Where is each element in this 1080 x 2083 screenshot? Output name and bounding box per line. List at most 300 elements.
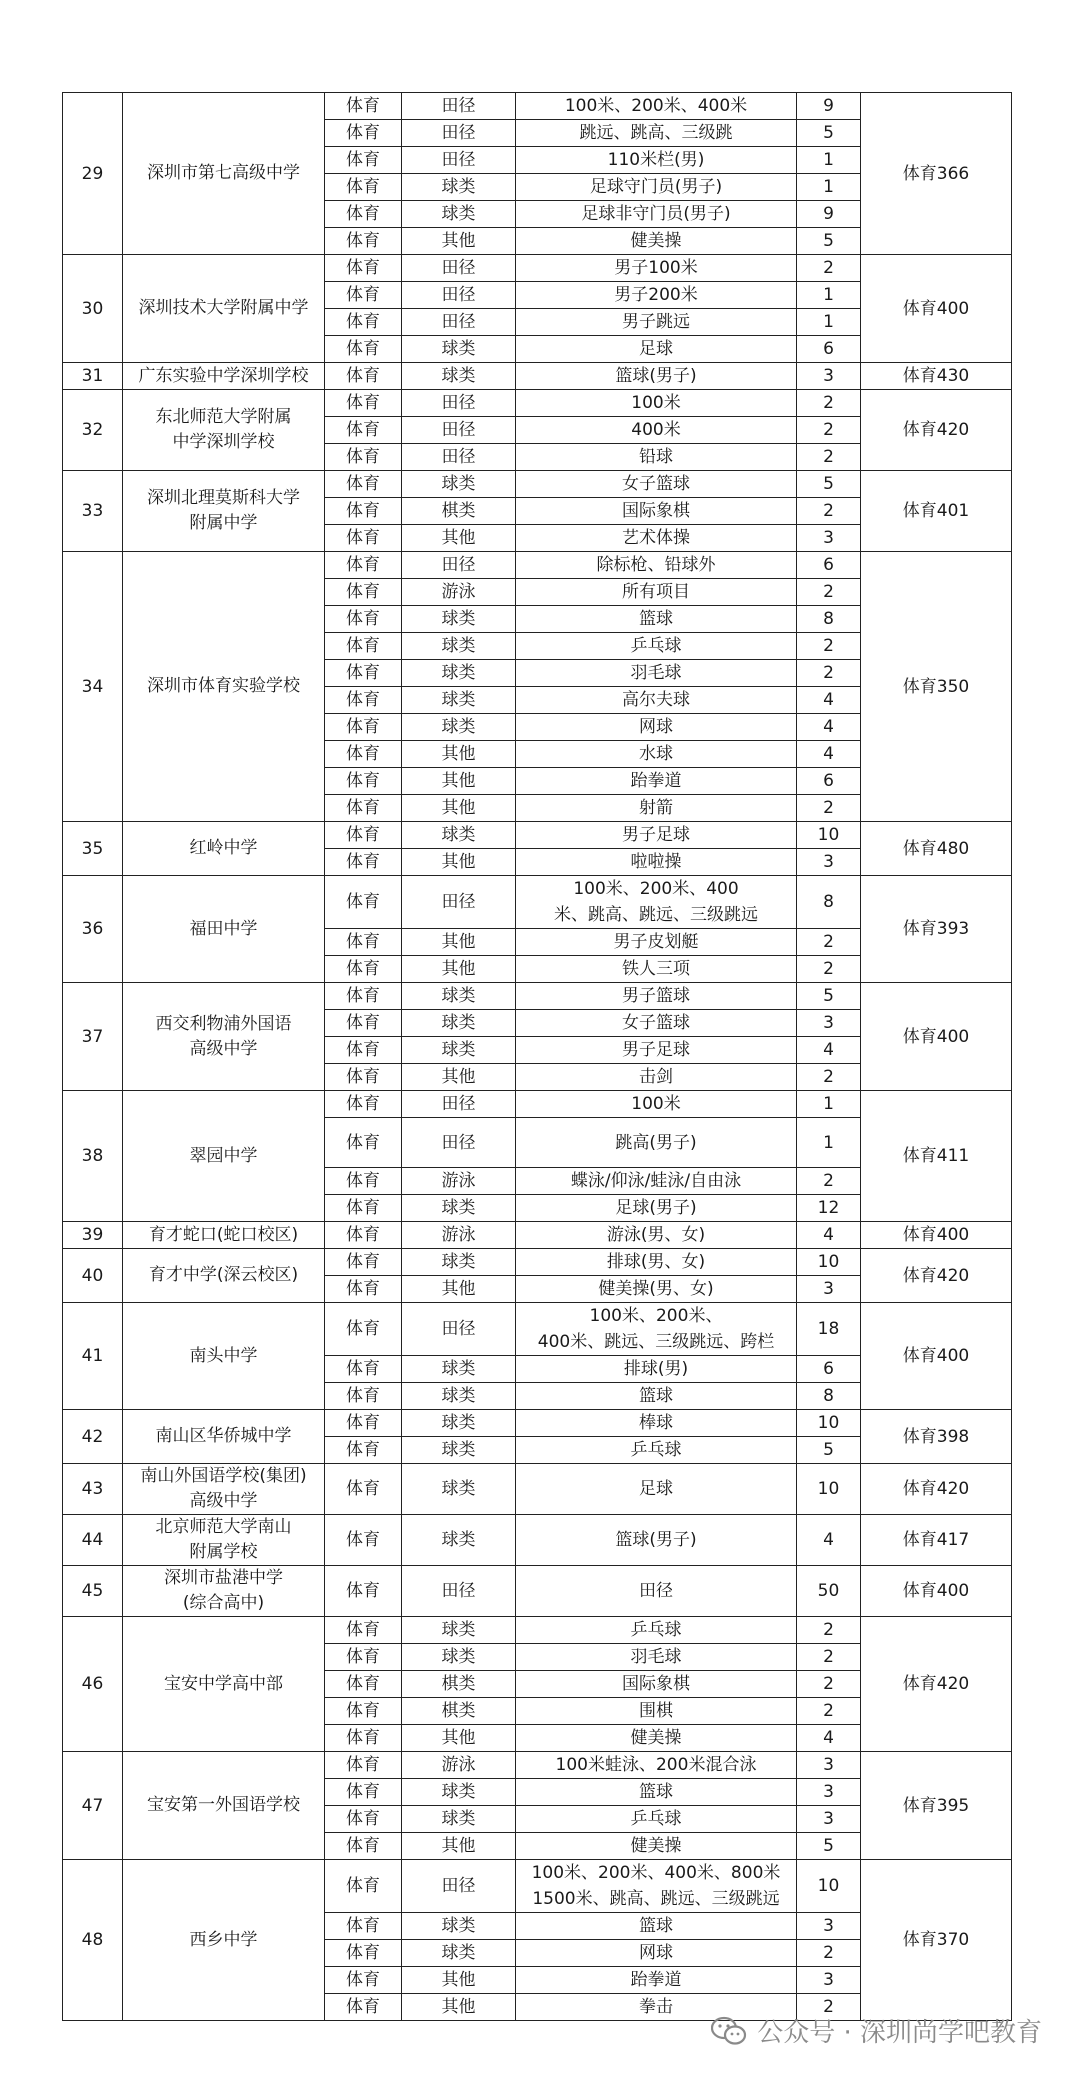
school-number: 34 xyxy=(63,552,123,822)
category-cell: 体育 xyxy=(325,1940,402,1967)
items-cell: 男子100米 xyxy=(516,255,797,282)
items-cell: 400米 xyxy=(516,417,797,444)
type-cell: 其他 xyxy=(402,795,516,822)
category-cell: 体育 xyxy=(325,1779,402,1806)
score-cell: 体育401 xyxy=(861,471,1012,552)
category-cell: 体育 xyxy=(325,1994,402,2021)
items-cell: 击剑 xyxy=(516,1064,797,1091)
count-cell: 8 xyxy=(797,1383,861,1410)
count-cell: 1 xyxy=(797,309,861,336)
score-cell: 体育370 xyxy=(861,1860,1012,2021)
type-cell: 球类 xyxy=(402,687,516,714)
category-cell: 体育 xyxy=(325,795,402,822)
count-cell: 3 xyxy=(797,1779,861,1806)
category-cell: 体育 xyxy=(325,1410,402,1437)
table-row xyxy=(63,822,1012,849)
type-cell: 游泳 xyxy=(402,1168,516,1195)
school-name: 西交利物浦外国语 高级中学 xyxy=(123,983,325,1091)
type-cell: 其他 xyxy=(402,1725,516,1752)
category-cell: 体育 xyxy=(325,687,402,714)
school-number: 32 xyxy=(63,390,123,471)
category-cell: 体育 xyxy=(325,822,402,849)
items-cell: 男子200米 xyxy=(516,282,797,309)
items-cell: 国际象棋 xyxy=(516,498,797,525)
items-cell: 男子跳远 xyxy=(516,309,797,336)
category-cell: 体育 xyxy=(325,471,402,498)
category-cell: 体育 xyxy=(325,120,402,147)
count-cell: 2 xyxy=(797,255,861,282)
category-cell: 体育 xyxy=(325,147,402,174)
type-cell: 球类 xyxy=(402,1437,516,1464)
count-cell: 9 xyxy=(797,201,861,228)
type-cell: 田径 xyxy=(402,309,516,336)
items-cell: 足球 xyxy=(516,1464,797,1515)
items-cell: 艺术体操 xyxy=(516,525,797,552)
items-cell: 高尔夫球 xyxy=(516,687,797,714)
count-cell: 10 xyxy=(797,1464,861,1515)
items-cell: 男子皮划艇 xyxy=(516,929,797,956)
items-cell: 篮球(男子) xyxy=(516,363,797,390)
school-number: 39 xyxy=(63,1222,123,1249)
count-cell: 1 xyxy=(797,147,861,174)
type-cell: 球类 xyxy=(402,1356,516,1383)
items-cell: 棒球 xyxy=(516,1410,797,1437)
count-cell: 4 xyxy=(797,1037,861,1064)
type-cell: 田径 xyxy=(402,93,516,120)
count-cell: 5 xyxy=(797,228,861,255)
items-cell: 游泳(男、女) xyxy=(516,1222,797,1249)
items-cell: 网球 xyxy=(516,714,797,741)
count-cell: 4 xyxy=(797,687,861,714)
category-cell: 体育 xyxy=(325,633,402,660)
items-cell: 围棋 xyxy=(516,1698,797,1725)
school-number: 37 xyxy=(63,983,123,1091)
items-cell: 蝶泳/仰泳/蛙泳/自由泳 xyxy=(516,1168,797,1195)
items-cell: 啦啦操 xyxy=(516,849,797,876)
count-cell: 3 xyxy=(797,1010,861,1037)
type-cell: 球类 xyxy=(402,363,516,390)
wechat-icon xyxy=(711,2016,747,2046)
category-cell: 体育 xyxy=(325,552,402,579)
items-cell: 100米、200米、400 米、跳高、跳远、三级跳远 xyxy=(516,876,797,929)
school-number: 47 xyxy=(63,1752,123,1860)
score-cell: 体育350 xyxy=(861,552,1012,822)
school-number: 42 xyxy=(63,1410,123,1464)
count-cell: 12 xyxy=(797,1195,861,1222)
items-cell: 健美操(男、女) xyxy=(516,1276,797,1303)
count-cell: 5 xyxy=(797,120,861,147)
items-cell: 100米 xyxy=(516,390,797,417)
type-cell: 其他 xyxy=(402,768,516,795)
count-cell: 2 xyxy=(797,444,861,471)
type-cell: 棋类 xyxy=(402,498,516,525)
type-cell: 其他 xyxy=(402,741,516,768)
table-row xyxy=(63,1566,1012,1617)
type-cell: 其他 xyxy=(402,849,516,876)
count-cell: 3 xyxy=(797,525,861,552)
category-cell: 体育 xyxy=(325,1644,402,1671)
type-cell: 田径 xyxy=(402,147,516,174)
type-cell: 球类 xyxy=(402,1913,516,1940)
type-cell: 球类 xyxy=(402,1940,516,1967)
items-cell: 所有项目 xyxy=(516,579,797,606)
school-name: 育才蛇口(蛇口校区) xyxy=(123,1222,325,1249)
count-cell: 3 xyxy=(797,1806,861,1833)
items-cell: 篮球 xyxy=(516,1779,797,1806)
count-cell: 2 xyxy=(797,929,861,956)
type-cell: 田径 xyxy=(402,390,516,417)
count-cell: 8 xyxy=(797,606,861,633)
items-cell: 水球 xyxy=(516,741,797,768)
category-cell: 体育 xyxy=(325,525,402,552)
category-cell: 体育 xyxy=(325,1860,402,1913)
category-cell: 体育 xyxy=(325,1913,402,1940)
table-row xyxy=(63,93,1012,120)
type-cell: 球类 xyxy=(402,201,516,228)
items-cell: 乒乓球 xyxy=(516,1437,797,1464)
score-cell: 体育398 xyxy=(861,1410,1012,1464)
count-cell: 2 xyxy=(797,417,861,444)
count-cell: 5 xyxy=(797,471,861,498)
count-cell: 2 xyxy=(797,1064,861,1091)
count-cell: 5 xyxy=(797,1833,861,1860)
items-cell: 100米、200米、400米 xyxy=(516,93,797,120)
school-number: 44 xyxy=(63,1515,123,1566)
table-row xyxy=(63,1515,1012,1566)
score-cell: 体育400 xyxy=(861,1303,1012,1410)
count-cell: 3 xyxy=(797,1752,861,1779)
count-cell: 1 xyxy=(797,174,861,201)
type-cell: 田径 xyxy=(402,876,516,929)
school-name: 北京师范大学南山 附属学校 xyxy=(123,1515,325,1566)
items-cell: 篮球 xyxy=(516,1383,797,1410)
school-name: 深圳市体育实验学校 xyxy=(123,552,325,822)
category-cell: 体育 xyxy=(325,1752,402,1779)
type-cell: 其他 xyxy=(402,956,516,983)
items-cell: 男子足球 xyxy=(516,1037,797,1064)
category-cell: 体育 xyxy=(325,390,402,417)
items-cell: 射箭 xyxy=(516,795,797,822)
count-cell: 9 xyxy=(797,93,861,120)
items-cell: 100米蛙泳、200米混合泳 xyxy=(516,1752,797,1779)
score-cell: 体育420 xyxy=(861,1617,1012,1752)
category-cell: 体育 xyxy=(325,1725,402,1752)
count-cell: 6 xyxy=(797,336,861,363)
items-cell: 100米 xyxy=(516,1091,797,1118)
category-cell: 体育 xyxy=(325,1037,402,1064)
type-cell: 球类 xyxy=(402,1037,516,1064)
count-cell: 2 xyxy=(797,579,861,606)
items-cell: 男子足球 xyxy=(516,822,797,849)
category-cell: 体育 xyxy=(325,1566,402,1617)
type-cell: 田径 xyxy=(402,552,516,579)
items-cell: 足球守门员(男子) xyxy=(516,174,797,201)
type-cell: 球类 xyxy=(402,1464,516,1515)
category-cell: 体育 xyxy=(325,1168,402,1195)
category-cell: 体育 xyxy=(325,1303,402,1356)
type-cell: 其他 xyxy=(402,1967,516,1994)
category-cell: 体育 xyxy=(325,849,402,876)
items-cell: 乒乓球 xyxy=(516,1806,797,1833)
category-cell: 体育 xyxy=(325,956,402,983)
category-cell: 体育 xyxy=(325,363,402,390)
type-cell: 田径 xyxy=(402,417,516,444)
count-cell: 1 xyxy=(797,1118,861,1168)
school-number: 38 xyxy=(63,1091,123,1222)
school-name: 西乡中学 xyxy=(123,1860,325,2021)
type-cell: 田径 xyxy=(402,444,516,471)
type-cell: 球类 xyxy=(402,1515,516,1566)
count-cell: 4 xyxy=(797,1515,861,1566)
items-cell: 足球 xyxy=(516,336,797,363)
type-cell: 球类 xyxy=(402,1806,516,1833)
count-cell: 3 xyxy=(797,1913,861,1940)
type-cell: 其他 xyxy=(402,1833,516,1860)
category-cell: 体育 xyxy=(325,714,402,741)
count-cell: 2 xyxy=(797,498,861,525)
type-cell: 田径 xyxy=(402,120,516,147)
items-cell: 铅球 xyxy=(516,444,797,471)
category-cell: 体育 xyxy=(325,1967,402,1994)
items-cell: 篮球 xyxy=(516,1913,797,1940)
items-cell: 除标枪、铅球外 xyxy=(516,552,797,579)
school-name: 福田中学 xyxy=(123,876,325,983)
type-cell: 球类 xyxy=(402,983,516,1010)
school-name: 深圳市盐港中学 (综合高中) xyxy=(123,1566,325,1617)
type-cell: 球类 xyxy=(402,714,516,741)
items-cell: 铁人三项 xyxy=(516,956,797,983)
category-cell: 体育 xyxy=(325,228,402,255)
count-cell: 6 xyxy=(797,552,861,579)
count-cell: 2 xyxy=(797,1617,861,1644)
category-cell: 体育 xyxy=(325,1010,402,1037)
items-cell: 跳远、跳高、三级跳 xyxy=(516,120,797,147)
score-cell: 体育400 xyxy=(861,1566,1012,1617)
school-name: 宝安第一外国语学校 xyxy=(123,1752,325,1860)
category-cell: 体育 xyxy=(325,1118,402,1168)
category-cell: 体育 xyxy=(325,1383,402,1410)
table-row xyxy=(63,1752,1012,1779)
table-row xyxy=(63,552,1012,579)
count-cell: 6 xyxy=(797,1356,861,1383)
count-cell: 2 xyxy=(797,1168,861,1195)
items-cell: 足球(男子) xyxy=(516,1195,797,1222)
items-cell: 乒乓球 xyxy=(516,633,797,660)
category-cell: 体育 xyxy=(325,1064,402,1091)
count-cell: 4 xyxy=(797,1222,861,1249)
table-row xyxy=(63,1860,1012,1913)
footer-watermark xyxy=(711,2012,1042,2049)
category-cell: 体育 xyxy=(325,417,402,444)
type-cell: 其他 xyxy=(402,929,516,956)
school-number: 48 xyxy=(63,1860,123,2021)
school-number: 46 xyxy=(63,1617,123,1752)
count-cell: 10 xyxy=(797,1410,861,1437)
count-cell: 3 xyxy=(797,1276,861,1303)
school-number: 45 xyxy=(63,1566,123,1617)
items-cell: 跆拳道 xyxy=(516,768,797,795)
admissions-table xyxy=(62,92,1012,2021)
category-cell: 体育 xyxy=(325,660,402,687)
table-row xyxy=(63,1091,1012,1118)
items-cell: 健美操 xyxy=(516,228,797,255)
type-cell: 球类 xyxy=(402,336,516,363)
school-name: 广东实验中学深圳学校 xyxy=(123,363,325,390)
count-cell: 5 xyxy=(797,1437,861,1464)
school-name: 红岭中学 xyxy=(123,822,325,876)
count-cell: 8 xyxy=(797,876,861,929)
school-number: 30 xyxy=(63,255,123,363)
school-name: 南头中学 xyxy=(123,1303,325,1410)
type-cell: 田径 xyxy=(402,1566,516,1617)
score-cell: 体育420 xyxy=(861,1249,1012,1303)
type-cell: 游泳 xyxy=(402,579,516,606)
items-cell: 健美操 xyxy=(516,1725,797,1752)
category-cell: 体育 xyxy=(325,255,402,282)
school-name: 东北师范大学附属 中学深圳学校 xyxy=(123,390,325,471)
score-cell: 体育420 xyxy=(861,1464,1012,1515)
score-cell: 体育400 xyxy=(861,983,1012,1091)
category-cell: 体育 xyxy=(325,768,402,795)
type-cell: 球类 xyxy=(402,471,516,498)
count-cell: 4 xyxy=(797,714,861,741)
table-row xyxy=(63,983,1012,1010)
count-cell: 10 xyxy=(797,822,861,849)
category-cell: 体育 xyxy=(325,1806,402,1833)
type-cell: 其他 xyxy=(402,228,516,255)
items-cell: 田径 xyxy=(516,1566,797,1617)
count-cell: 2 xyxy=(797,390,861,417)
items-cell: 篮球(男子) xyxy=(516,1515,797,1566)
category-cell: 体育 xyxy=(325,1091,402,1118)
type-cell: 田径 xyxy=(402,1118,516,1168)
type-cell: 球类 xyxy=(402,1617,516,1644)
count-cell: 2 xyxy=(797,1698,861,1725)
count-cell: 4 xyxy=(797,1725,861,1752)
count-cell: 50 xyxy=(797,1566,861,1617)
items-cell: 跆拳道 xyxy=(516,1967,797,1994)
count-cell: 3 xyxy=(797,363,861,390)
school-number: 31 xyxy=(63,363,123,390)
category-cell: 体育 xyxy=(325,1833,402,1860)
items-cell: 国际象棋 xyxy=(516,1671,797,1698)
category-cell: 体育 xyxy=(325,282,402,309)
category-cell: 体育 xyxy=(325,336,402,363)
score-cell: 体育420 xyxy=(861,390,1012,471)
type-cell: 球类 xyxy=(402,822,516,849)
count-cell: 10 xyxy=(797,1249,861,1276)
count-cell: 2 xyxy=(797,1671,861,1698)
count-cell: 3 xyxy=(797,849,861,876)
school-number: 29 xyxy=(63,93,123,255)
table-row xyxy=(63,1249,1012,1276)
items-cell: 100米、200米、400米、800米 1500米、跳高、跳远、三级跳远 xyxy=(516,1860,797,1913)
count-cell: 2 xyxy=(797,795,861,822)
score-cell: 体育417 xyxy=(861,1515,1012,1566)
items-cell: 羽毛球 xyxy=(516,660,797,687)
school-number: 41 xyxy=(63,1303,123,1410)
items-cell: 足球非守门员(男子) xyxy=(516,201,797,228)
school-number: 40 xyxy=(63,1249,123,1303)
items-cell: 拳击 xyxy=(516,1994,797,2021)
items-cell: 女子篮球 xyxy=(516,471,797,498)
count-cell: 2 xyxy=(797,1644,861,1671)
table-row xyxy=(63,471,1012,498)
category-cell: 体育 xyxy=(325,1617,402,1644)
school-name: 深圳北理莫斯科大学 附属中学 xyxy=(123,471,325,552)
category-cell: 体育 xyxy=(325,983,402,1010)
school-number: 35 xyxy=(63,822,123,876)
type-cell: 球类 xyxy=(402,1410,516,1437)
type-cell: 游泳 xyxy=(402,1222,516,1249)
score-cell: 体育480 xyxy=(861,822,1012,876)
type-cell: 球类 xyxy=(402,1010,516,1037)
count-cell: 6 xyxy=(797,768,861,795)
school-name: 深圳技术大学附属中学 xyxy=(123,255,325,363)
type-cell: 其他 xyxy=(402,525,516,552)
count-cell: 3 xyxy=(797,1967,861,1994)
type-cell: 球类 xyxy=(402,1195,516,1222)
type-cell: 棋类 xyxy=(402,1671,516,1698)
count-cell: 2 xyxy=(797,956,861,983)
count-cell: 4 xyxy=(797,741,861,768)
table-row xyxy=(63,390,1012,417)
table-row xyxy=(63,1464,1012,1515)
table-row xyxy=(63,876,1012,929)
school-name: 南山区华侨城中学 xyxy=(123,1410,325,1464)
category-cell: 体育 xyxy=(325,1276,402,1303)
items-cell: 乒乓球 xyxy=(516,1617,797,1644)
items-cell: 110米栏(男) xyxy=(516,147,797,174)
items-cell: 100米、200米、 400米、跳远、三级跳远、跨栏 xyxy=(516,1303,797,1356)
type-cell: 其他 xyxy=(402,1064,516,1091)
type-cell: 球类 xyxy=(402,660,516,687)
items-cell: 篮球 xyxy=(516,606,797,633)
school-name: 宝安中学高中部 xyxy=(123,1617,325,1752)
category-cell: 体育 xyxy=(325,1698,402,1725)
category-cell: 体育 xyxy=(325,174,402,201)
category-cell: 体育 xyxy=(325,606,402,633)
score-cell: 体育411 xyxy=(861,1091,1012,1222)
school-number: 36 xyxy=(63,876,123,983)
school-name: 育才中学(深云校区) xyxy=(123,1249,325,1303)
items-cell: 网球 xyxy=(516,1940,797,1967)
items-cell: 跳高(男子) xyxy=(516,1118,797,1168)
category-cell: 体育 xyxy=(325,498,402,525)
items-cell: 排球(男、女) xyxy=(516,1249,797,1276)
items-cell: 男子篮球 xyxy=(516,983,797,1010)
type-cell: 球类 xyxy=(402,1644,516,1671)
school-name: 南山外国语学校(集团) 高级中学 xyxy=(123,1464,325,1515)
type-cell: 其他 xyxy=(402,1276,516,1303)
category-cell: 体育 xyxy=(325,1356,402,1383)
category-cell: 体育 xyxy=(325,1222,402,1249)
score-cell: 体育395 xyxy=(861,1752,1012,1860)
category-cell: 体育 xyxy=(325,309,402,336)
type-cell: 其他 xyxy=(402,1994,516,2021)
category-cell: 体育 xyxy=(325,741,402,768)
footer-text: 公众号 · 深圳尚学吧教育 xyxy=(757,2018,1042,2048)
type-cell: 田径 xyxy=(402,282,516,309)
category-cell: 体育 xyxy=(325,1249,402,1276)
type-cell: 田径 xyxy=(402,1860,516,1913)
type-cell: 球类 xyxy=(402,606,516,633)
count-cell: 5 xyxy=(797,983,861,1010)
school-name: 翠园中学 xyxy=(123,1091,325,1222)
score-cell: 体育400 xyxy=(861,255,1012,363)
count-cell: 2 xyxy=(797,633,861,660)
score-cell: 体育400 xyxy=(861,1222,1012,1249)
